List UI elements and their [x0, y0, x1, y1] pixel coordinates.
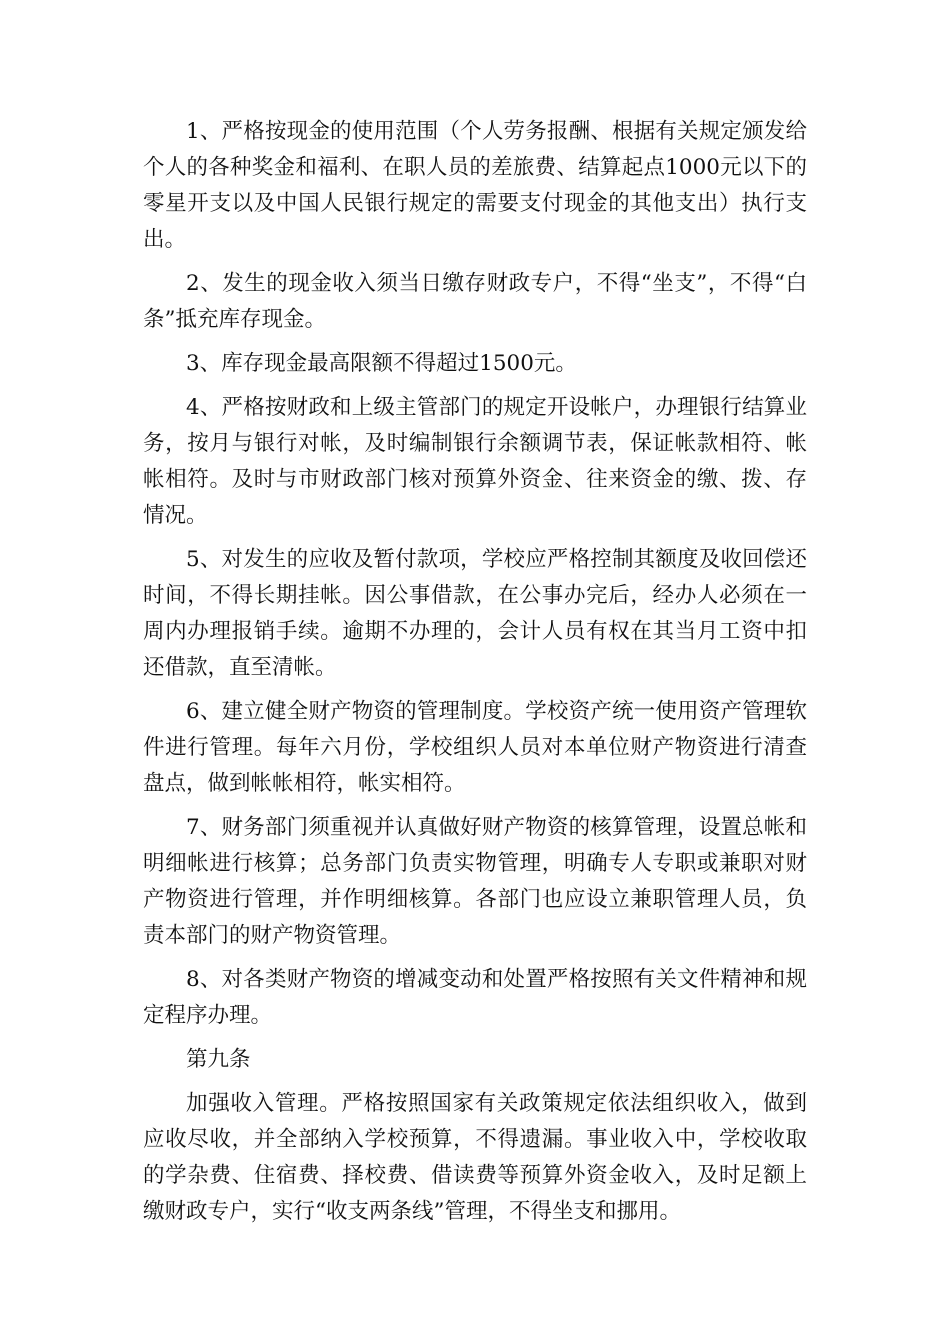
paragraph-8: 8、对各类财产物资的增减变动和处置严格按照有关文件精神和规定程序办理。: [143, 967, 807, 1028]
article-heading: 第九条: [186, 1047, 251, 1072]
paragraph-4: 4、严格按财政和上级主管部门的规定开设帐户，办理银行结算业务，按月与银行对帐，及时编制银行余额调节表，保证帐款相符、帐帐相符。及时与市财政部门核对预算外资金、往来资金的缴、拨、存情况。: [143, 395, 807, 528]
paragraph-2: 2、发生的现金收入须当日缴存财政专户，不得“坐支”，不得“白条”抵充库存现金。: [143, 271, 807, 332]
paragraph-7: 7、财务部门须重视并认真做好财产物资的核算管理，设置总帐和明细帐进行核算；总务部门负责实物管理，明确专人专职或兼职对财产物资进行管理，并作明细核算。各部门也应设立兼职管理人员，负责本部门的财产物资管理。: [143, 815, 807, 948]
paragraph-5: 5、对发生的应收及暂付款项，学校应严格控制其额度及收回偿还时间，不得长期挂帐。因公事借款，在公事办完后，经办人必须在一周内办理报销手续。逾期不办理的，会计人员有权在其当月工资中扣还借款，直至清帐。: [143, 547, 807, 680]
article-body: 加强收入管理。严格按照国家有关政策规定依法组织收入，做到应收尽收，并全部纳入学校预算，不得遗漏。事业收入中，学校收取的学杂费、住宿费、择校费、借读费等预算外资金收入，及时足额上缴财政专户，实行“收支两条线”管理，不得坐支和挪用。: [143, 1091, 807, 1224]
paragraph-3: 3、库存现金最高限额不得超过1500元。: [186, 351, 577, 376]
document-page: [143, 114, 807, 1238]
paragraph-1: 1、严格按现金的使用范围（个人劳务报酬、根据有关规定颁发给个人的各种奖金和福利、在职人员的差旅费、结算起点1000元以下的零星开支以及中国人民银行规定的需要支付现金的其他支出）执行支出。: [143, 119, 807, 252]
paragraph-6: 6、建立健全财产物资的管理制度。学校资产统一使用资产管理软件进行管理。每年六月份，学校组织人员对本单位财产物资进行清查盘点，做到帐帐相符，帐实相符。: [143, 699, 807, 796]
